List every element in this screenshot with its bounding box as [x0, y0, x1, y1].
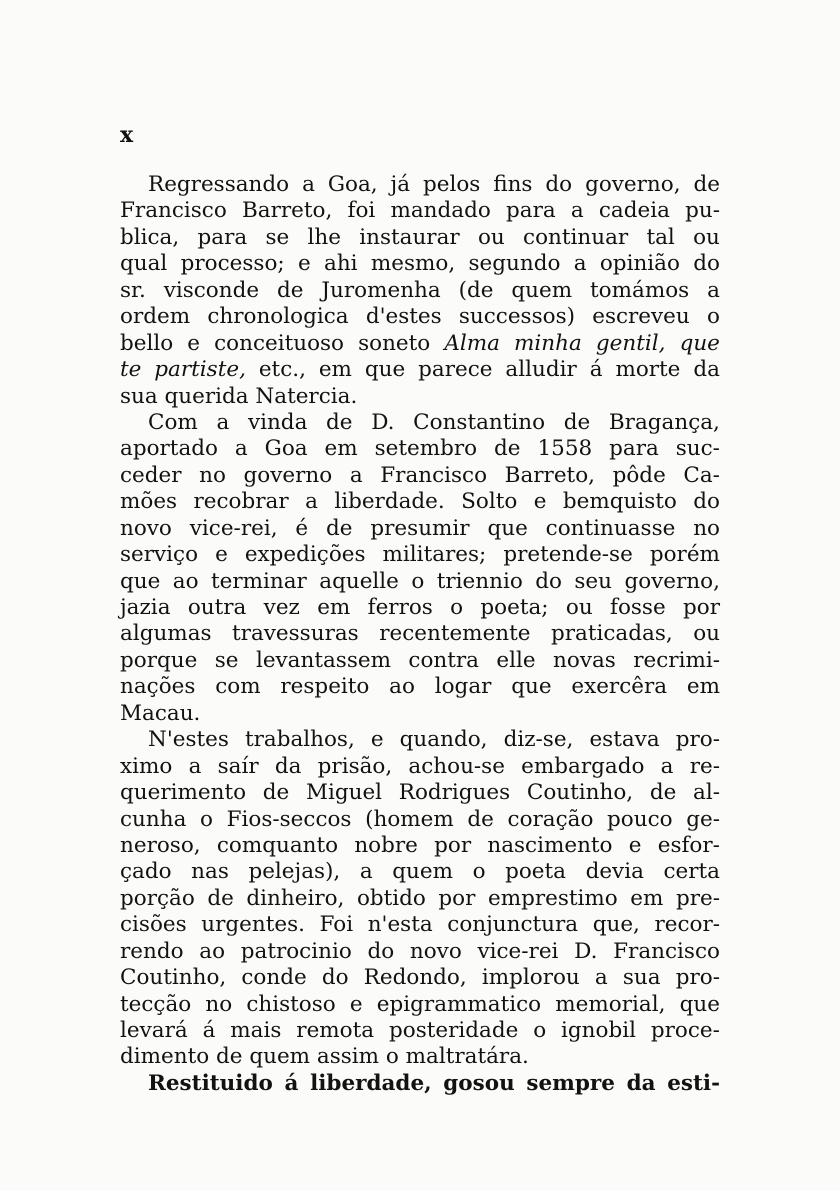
- word: Goa: [264, 436, 308, 462]
- word: Francisco: [380, 462, 488, 488]
- word: saír: [217, 753, 259, 779]
- text-line: [120, 463, 720, 489]
- word: etc.,: [258, 357, 306, 383]
- word: lhe: [307, 224, 341, 250]
- text-line: [120, 727, 720, 753]
- word: tecção: [120, 991, 192, 1017]
- word: parece: [418, 357, 493, 383]
- word: ao: [172, 568, 199, 594]
- word: terminar: [210, 568, 307, 594]
- word: a: [573, 251, 587, 277]
- word: d'estes: [365, 304, 442, 330]
- word: da: [274, 753, 302, 779]
- word: (de: [458, 277, 494, 303]
- word: cisões: [120, 912, 187, 938]
- word: pouco: [607, 806, 673, 832]
- word: a: [707, 277, 720, 303]
- word: do: [545, 172, 573, 197]
- word: setembro: [374, 436, 478, 462]
- word: mesmo,: [370, 251, 456, 277]
- word: se: [265, 224, 290, 250]
- word: a: [188, 753, 202, 779]
- word: vice-rei,: [189, 515, 278, 541]
- text-line: [120, 331, 720, 357]
- word: Coutinho,: [526, 780, 634, 806]
- word: á: [202, 1018, 216, 1043]
- text-line: [120, 542, 720, 568]
- word: vinda: [247, 409, 308, 435]
- word: quem: [392, 859, 453, 885]
- word: governo,: [624, 568, 720, 594]
- word: triennio: [436, 568, 523, 594]
- word: blica,: [120, 224, 180, 250]
- word: novas: [553, 647, 616, 673]
- word: nobre: [354, 832, 418, 858]
- word: se: [214, 647, 239, 673]
- word: de: [467, 806, 494, 832]
- word: no: [693, 515, 720, 541]
- word: conjunctura: [447, 912, 579, 938]
- word: visconde: [163, 277, 260, 303]
- word: Francisco: [120, 198, 227, 224]
- word: poeta;: [480, 595, 549, 620]
- word: pre-: [675, 885, 720, 911]
- word: bello: [120, 330, 174, 356]
- word: no: [199, 462, 226, 488]
- word: Restituido: [148, 1070, 273, 1096]
- word: qual: [120, 251, 168, 277]
- word: aportado: [120, 436, 218, 462]
- word: soneto: [358, 330, 431, 356]
- word: travessuras: [232, 621, 359, 647]
- word: 1558: [537, 436, 593, 462]
- word: á: [589, 357, 603, 383]
- text-line: [120, 939, 720, 965]
- word: cadeia: [598, 198, 670, 224]
- word: do: [693, 251, 720, 277]
- word: Constantino: [413, 409, 546, 435]
- word: te: [120, 357, 142, 383]
- word: levará: [120, 1018, 188, 1043]
- word: Redondo,: [363, 965, 467, 991]
- word: mões: [120, 489, 178, 515]
- word: com: [215, 674, 261, 700]
- word: da: [693, 357, 720, 383]
- word: Bragança,: [608, 409, 720, 435]
- word: outra: [187, 595, 247, 620]
- word: que: [679, 991, 720, 1017]
- word: D.: [574, 938, 598, 964]
- text-line: [120, 1044, 720, 1070]
- word: opinião: [599, 251, 680, 277]
- line-text: dimento de quem assim o maltratára.: [120, 1044, 529, 1070]
- word: proce-: [650, 1018, 720, 1043]
- text-line: [120, 1018, 720, 1044]
- word: em: [318, 357, 352, 383]
- word: patrocinio: [240, 938, 352, 964]
- word: sempre: [526, 1070, 615, 1096]
- word: remota: [296, 1018, 375, 1043]
- word: morte: [615, 357, 681, 383]
- word: recor-: [654, 912, 720, 938]
- word: liberdade.: [334, 489, 445, 515]
- word: epigrammatico: [376, 991, 542, 1017]
- word: D.: [371, 409, 395, 435]
- word: ao: [389, 674, 415, 700]
- word: certa: [663, 859, 720, 885]
- word: e: [349, 991, 363, 1017]
- word: de: [693, 172, 720, 197]
- word: governo: [243, 462, 333, 488]
- word: algumas: [120, 621, 212, 647]
- word: de: [326, 515, 353, 541]
- word: respeito: [280, 674, 370, 700]
- page-number: x: [120, 122, 134, 148]
- word: a: [349, 462, 363, 488]
- word: querimento: [120, 780, 247, 806]
- word: vez: [263, 595, 300, 620]
- word: pu-: [685, 198, 720, 224]
- word: alludir: [505, 357, 577, 383]
- word: Com: [148, 409, 198, 435]
- word: e: [628, 832, 642, 858]
- text-line: [120, 278, 720, 304]
- word: do: [367, 938, 395, 964]
- word: diz-se,: [503, 727, 574, 753]
- word: dinheiro,: [246, 885, 345, 911]
- text-line: [120, 780, 720, 806]
- word: pretende-se: [503, 542, 633, 568]
- word: ou: [693, 224, 720, 250]
- word: emprestimo: [487, 885, 618, 911]
- word: por: [438, 885, 476, 911]
- word: ou: [565, 595, 593, 620]
- word: partiste,: [154, 357, 246, 383]
- word: rendo: [120, 938, 184, 964]
- text-line: [120, 701, 720, 727]
- word: para: [197, 224, 248, 250]
- word: ceder: [120, 462, 182, 488]
- word: a: [359, 859, 373, 885]
- word: ignobil: [561, 1018, 636, 1043]
- word: bemquisto: [562, 489, 677, 515]
- word: Fios-seccos: [226, 806, 352, 832]
- word: gentil,: [595, 330, 666, 356]
- text-line: [120, 198, 720, 224]
- word: novo: [409, 938, 462, 964]
- word: memorial,: [555, 991, 666, 1017]
- word: e: [297, 251, 311, 277]
- word: nas: [191, 859, 229, 885]
- word: esfor-: [657, 832, 720, 858]
- word: e: [370, 727, 384, 753]
- word: escreveu: [592, 304, 690, 330]
- word: gosou: [443, 1070, 515, 1096]
- word: o: [450, 595, 464, 620]
- word: no: [205, 991, 233, 1017]
- word: praticadas,: [551, 621, 673, 647]
- word: fosse: [609, 595, 666, 620]
- word: n'esta: [367, 912, 433, 938]
- word: ge-: [686, 806, 720, 832]
- word: exercêra: [571, 674, 668, 700]
- word: o: [472, 859, 486, 885]
- word: sua: [622, 965, 661, 991]
- word: fins: [493, 172, 533, 197]
- word: e: [215, 542, 228, 568]
- word: obtido: [356, 885, 426, 911]
- word: porém: [649, 542, 720, 568]
- word: conde: [241, 965, 307, 991]
- line-text: Macau.: [120, 700, 201, 726]
- word: a: [594, 965, 608, 991]
- word: da: [626, 1070, 656, 1096]
- word: sr.: [120, 277, 146, 303]
- word: re-: [689, 753, 720, 779]
- word: Alma: [444, 330, 500, 356]
- word: pro-: [675, 727, 720, 753]
- word: Miguel: [305, 780, 383, 806]
- text-line: [120, 384, 720, 410]
- word: implorou: [481, 965, 580, 991]
- text-line: [120, 807, 720, 833]
- word: pro-: [675, 965, 720, 991]
- word: cunha: [120, 806, 187, 832]
- word: contra: [408, 647, 479, 673]
- word: processo;: [180, 251, 285, 277]
- word: de: [494, 436, 521, 462]
- text-line: [120, 833, 720, 859]
- word: expedições: [244, 542, 366, 568]
- text-line: [120, 357, 720, 383]
- word: levantassem: [255, 647, 391, 673]
- word: seu: [574, 568, 612, 594]
- word: porção: [120, 885, 195, 911]
- word: de: [262, 780, 290, 806]
- word: para: [609, 436, 659, 462]
- word: Barreto,: [504, 462, 595, 488]
- word: a: [216, 409, 230, 435]
- word: de: [649, 780, 677, 806]
- word: continuasse: [545, 515, 676, 541]
- text-line: [120, 595, 720, 621]
- word: o: [200, 806, 213, 832]
- text-line: [120, 410, 720, 436]
- text-line: [120, 1071, 720, 1097]
- word: urgentes.: [201, 912, 305, 938]
- text-line: [120, 648, 720, 674]
- word: Rodrigues: [398, 780, 511, 806]
- word: em: [686, 674, 720, 700]
- word: ximo: [120, 753, 173, 779]
- word: do: [535, 568, 562, 594]
- word: é: [295, 515, 309, 541]
- line-text: sua querida Natercia.: [120, 383, 358, 409]
- word: Solto: [461, 489, 518, 515]
- word: tal: [646, 224, 675, 250]
- word: Barreto,: [241, 198, 333, 224]
- word: quem: [511, 277, 573, 303]
- word: de: [563, 409, 591, 435]
- word: tomámos: [590, 277, 690, 303]
- word: liberdade,: [310, 1070, 432, 1096]
- word: prisão,: [317, 753, 393, 779]
- word: chistoso: [246, 991, 336, 1017]
- text-line: [120, 516, 720, 542]
- text-line: [120, 489, 720, 515]
- word: nações: [120, 674, 196, 700]
- word: elle: [496, 647, 536, 673]
- word: conceituoso: [214, 330, 344, 356]
- word: recentemente: [379, 621, 531, 647]
- word: que: [511, 674, 552, 700]
- word: que: [120, 568, 161, 594]
- word: instaurar: [359, 224, 460, 250]
- text-line: [120, 859, 720, 885]
- word: a: [302, 172, 315, 197]
- word: a: [234, 436, 248, 462]
- word: do: [321, 965, 349, 991]
- word: ou: [477, 224, 505, 250]
- text-line: [120, 225, 720, 251]
- word: recrimi-: [633, 647, 720, 673]
- word: çado: [120, 859, 172, 885]
- word: Francisco: [613, 938, 720, 964]
- word: coração: [507, 806, 594, 832]
- text-line: [120, 251, 720, 277]
- word: ao: [199, 938, 226, 964]
- word: mais: [230, 1018, 282, 1043]
- word: foi: [347, 198, 376, 224]
- word: por: [434, 832, 472, 858]
- word: N'estes: [148, 727, 229, 753]
- text-line: [120, 886, 720, 912]
- word: successos): [458, 304, 575, 330]
- text-line: [120, 912, 720, 938]
- word: militares;: [382, 542, 487, 568]
- word: que: [487, 515, 528, 541]
- text-line: [120, 172, 720, 198]
- text-line: [120, 436, 720, 462]
- word: Juromenha: [321, 277, 441, 303]
- word: Regressando: [148, 172, 290, 197]
- word: já: [390, 172, 411, 197]
- word: novo: [120, 515, 172, 541]
- word: ordem: [120, 304, 191, 330]
- word: e: [533, 489, 547, 515]
- word: em: [324, 436, 358, 462]
- word: á: [284, 1070, 299, 1096]
- word: Coutinho,: [120, 965, 227, 991]
- word: recobrar: [193, 489, 289, 515]
- text-line: [120, 569, 720, 595]
- word: quando,: [399, 727, 488, 753]
- word: porque: [120, 647, 198, 673]
- word: ferros: [367, 595, 433, 620]
- word: mandado: [390, 198, 491, 224]
- word: nascimento: [487, 832, 613, 858]
- word: embargado: [521, 753, 645, 779]
- word: presumir: [370, 515, 470, 541]
- word: achou-se: [408, 753, 505, 779]
- word: poeta: [505, 859, 566, 885]
- word: logar: [434, 674, 492, 700]
- word: de: [326, 409, 353, 435]
- word: Foi: [319, 912, 354, 938]
- word: serviço: [120, 542, 199, 568]
- word: comquanto: [216, 832, 339, 858]
- word: a: [570, 198, 584, 224]
- text-line: [120, 674, 720, 700]
- text-line: [120, 965, 720, 991]
- word: pôde: [612, 462, 666, 488]
- word: vice-rei: [477, 938, 559, 964]
- word: o: [533, 1018, 547, 1043]
- word: minha: [514, 330, 582, 356]
- word: continuar: [523, 224, 629, 250]
- word: de: [207, 885, 234, 911]
- word: devia: [585, 859, 644, 885]
- text-line: [120, 992, 720, 1018]
- word: segundo: [468, 251, 561, 277]
- word: aquelle: [319, 568, 399, 594]
- word: do: [693, 489, 720, 515]
- word: (homem: [365, 806, 454, 832]
- word: que: [679, 330, 720, 356]
- word: por: [683, 595, 720, 620]
- word: estava: [589, 727, 660, 753]
- word: ahi: [324, 251, 358, 277]
- word: neroso,: [120, 832, 201, 858]
- word: que: [364, 357, 406, 383]
- word: chronologica: [207, 304, 349, 330]
- word: o: [707, 304, 720, 330]
- word: jazia: [120, 595, 171, 620]
- body-text: [120, 172, 720, 1097]
- text-line: [120, 754, 720, 780]
- word: Ca-: [683, 462, 720, 488]
- word: que,: [592, 912, 640, 938]
- word: a: [305, 489, 318, 515]
- word: pelejas),: [248, 859, 341, 885]
- text-line: [120, 304, 720, 330]
- word: em: [630, 885, 664, 911]
- text-line: [120, 621, 720, 647]
- word: a: [660, 753, 674, 779]
- word: suc-: [675, 436, 720, 462]
- word: ou: [693, 621, 720, 647]
- word: esti-: [667, 1070, 720, 1096]
- word: Goa,: [327, 172, 378, 197]
- word: al-: [693, 780, 720, 806]
- word: pelos: [422, 172, 481, 197]
- word: o: [411, 568, 425, 594]
- word: de: [276, 277, 304, 303]
- word: para: [506, 198, 556, 224]
- word: em: [317, 595, 351, 620]
- word: e: [187, 330, 201, 356]
- word: posteridade: [388, 1018, 519, 1043]
- word: governo,: [585, 172, 681, 197]
- word: trabalhos,: [244, 727, 355, 753]
